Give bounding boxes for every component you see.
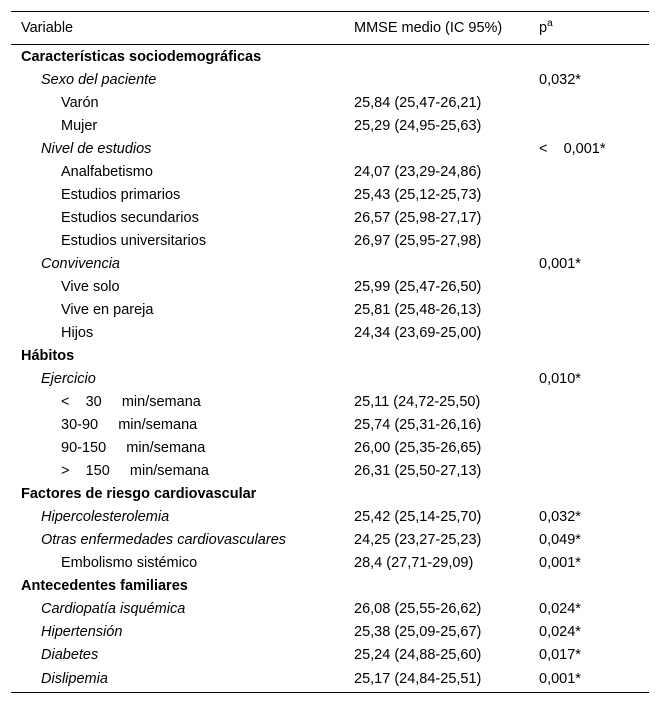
table-row [11, 459, 649, 482]
section-label: Factores de riesgo cardiovascular [21, 485, 257, 502]
p-value [529, 183, 649, 206]
p-value [529, 160, 649, 183]
variable-label: Embolismo sistémico [61, 554, 198, 571]
mmse-value [344, 367, 529, 390]
p-value [529, 45, 649, 69]
section-row [11, 344, 649, 367]
p-value [529, 574, 649, 597]
section-label: Antecedentes familiares [21, 577, 188, 594]
p-value: 0,010* [539, 370, 581, 387]
p-value: 0,024* [539, 600, 581, 617]
p-value: 0,001* [539, 554, 581, 571]
p-value: 0,032* [539, 71, 581, 88]
table-row [11, 390, 649, 413]
mmse-value [344, 482, 529, 505]
header-p-superscript: a [547, 18, 553, 29]
table-row [11, 114, 649, 137]
variable-label: Varón [61, 94, 99, 111]
mmse-value: 28,4 (27,71-29,09) [354, 554, 474, 571]
p-value [529, 390, 649, 413]
p-value [529, 344, 649, 367]
table-row [11, 643, 649, 666]
mmse-table [11, 11, 649, 693]
mmse-value [344, 137, 529, 160]
p-value [529, 459, 649, 482]
section-label: Características sociodemográficas [21, 48, 262, 65]
p-value: 0,001* [529, 666, 649, 693]
variable-label: Mujer [61, 117, 98, 134]
p-value [529, 91, 649, 114]
table-row [11, 275, 649, 298]
variable-label: Ejercicio [41, 370, 96, 387]
mmse-value: 26,57 (25,98-27,17) [354, 209, 482, 226]
mmse-value: 26,00 (25,35-26,65) [354, 439, 482, 456]
table-header [11, 12, 649, 45]
p-value [529, 436, 649, 459]
mmse-value: 25,81 (25,48-26,13) [354, 301, 482, 318]
section-row [11, 574, 649, 597]
variable-label: Estudios universitarios [61, 232, 207, 249]
mmse-value: 25,99 (25,47-26,50) [354, 278, 482, 295]
mmse-value: 25,11 (24,72-25,50) [354, 393, 481, 410]
variable-label: Otras enfermedades cardiovasculares [41, 531, 287, 548]
p-value: 0,032* [539, 508, 581, 525]
section-label: Hábitos [21, 347, 75, 364]
table-row [11, 505, 649, 528]
table-row [11, 551, 649, 574]
header-row [11, 12, 649, 45]
variable-label: < 30 min/semana [61, 393, 201, 410]
p-value: 0,024* [539, 623, 581, 640]
table-row [11, 298, 649, 321]
variable-label: Estudios secundarios [61, 209, 199, 226]
p-value [529, 298, 649, 321]
p-value: 0,017* [539, 646, 581, 663]
mmse-value: 26,31 (25,50-27,13) [354, 462, 482, 479]
variable-label: Cardiopatía isquémica [41, 600, 186, 617]
header-p [529, 12, 649, 45]
mmse-value: 26,97 (25,95-27,98) [354, 232, 482, 249]
mmse-value: 25,42 (25,14-25,70) [354, 508, 482, 525]
section-row [11, 45, 649, 69]
header-mmse: MMSE medio (IC 95%) [344, 12, 529, 45]
table-row [11, 666, 649, 693]
table-row [11, 620, 649, 643]
variable-label: Sexo del paciente [41, 71, 157, 88]
variable-label: Estudios primarios [61, 186, 181, 203]
variable-label: Convivencia [41, 255, 120, 272]
header-p-label: p [539, 20, 548, 36]
header-variable: Variable [11, 12, 344, 45]
table-row [11, 206, 649, 229]
p-value: 0,049* [539, 531, 581, 548]
table-row [11, 436, 649, 459]
mmse-value: 25,17 (24,84-25,51) [344, 666, 529, 693]
mmse-value [344, 45, 529, 69]
mmse-value [344, 574, 529, 597]
variable-label: Diabetes [41, 646, 99, 663]
table-row [11, 528, 649, 551]
variable-label: > 150 min/semana [61, 462, 209, 479]
table-row [11, 91, 649, 114]
variable-label: Hijos [61, 324, 94, 341]
p-value [529, 482, 649, 505]
variable-label: Vive en pareja [61, 301, 154, 318]
p-value: 0,001* [539, 255, 581, 272]
variable-label: Analfabetismo [61, 163, 153, 180]
p-value [529, 229, 649, 252]
table-row [11, 413, 649, 436]
table-row [11, 229, 649, 252]
table-row [11, 367, 649, 390]
table-row [11, 321, 649, 344]
p-value [529, 413, 649, 436]
mmse-value: 25,43 (25,12-25,73) [354, 186, 482, 203]
mmse-value: 24,25 (23,27-25,23) [354, 531, 482, 548]
p-value: < 0,001* [539, 140, 606, 157]
mmse-value [344, 252, 529, 275]
variable-label: Dislipemia [11, 666, 344, 693]
p-value [529, 321, 649, 344]
variable-label: Hipertensión [41, 623, 123, 640]
variable-label: Vive solo [61, 278, 120, 295]
mmse-value [344, 344, 529, 367]
mmse-value: 25,74 (25,31-26,16) [354, 416, 482, 433]
table-row [11, 160, 649, 183]
mmse-value: 26,08 (25,55-26,62) [354, 600, 482, 617]
table-row [11, 137, 649, 160]
variable-label: Hipercolesterolemia [41, 508, 170, 525]
mmse-value: 25,38 (25,09-25,67) [354, 623, 482, 640]
mmse-value: 24,34 (23,69-25,00) [354, 324, 482, 341]
mmse-value: 25,29 (24,95-25,63) [354, 117, 482, 134]
mmse-value: 24,07 (23,29-24,86) [354, 163, 482, 180]
table-body [11, 45, 649, 693]
mmse-value: 25,24 (24,88-25,60) [354, 646, 482, 663]
table-row [11, 183, 649, 206]
section-row [11, 482, 649, 505]
table-row [11, 68, 649, 91]
table-row [11, 252, 649, 275]
table-row [11, 597, 649, 620]
p-value [529, 206, 649, 229]
p-value [529, 275, 649, 298]
variable-label: 90-150 min/semana [61, 439, 206, 456]
variable-label: Nivel de estudios [41, 140, 152, 157]
variable-label: 30-90 min/semana [61, 416, 198, 433]
mmse-value: 25,84 (25,47-26,21) [354, 94, 482, 111]
mmse-table-container [11, 11, 649, 693]
p-value [529, 114, 649, 137]
mmse-value [344, 68, 529, 91]
